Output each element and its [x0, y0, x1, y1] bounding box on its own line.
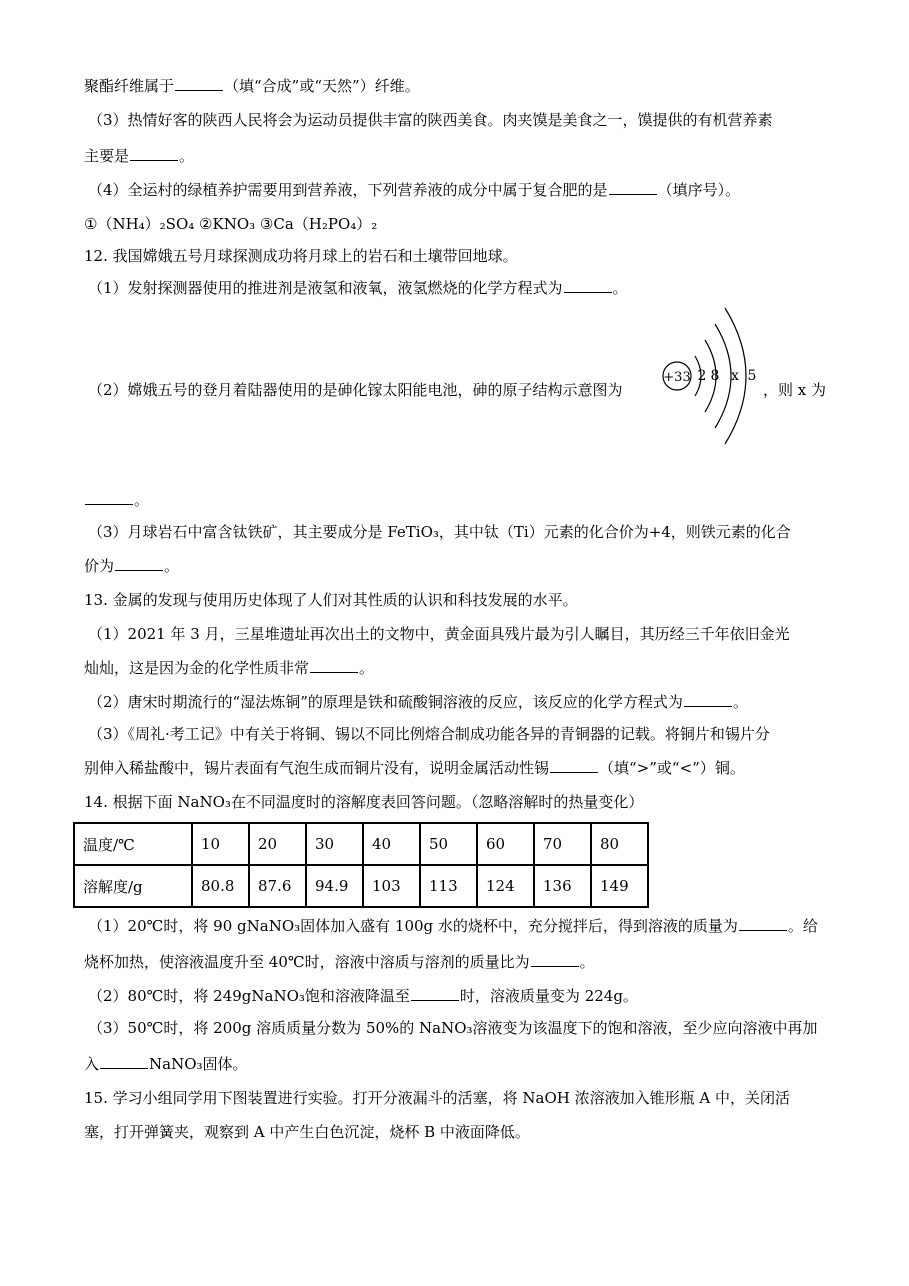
q13-1-cont: 灿灿，这是因为金的化学性质非常 。 — [84, 659, 375, 677]
answer-blank[interactable] — [564, 278, 612, 293]
q13-3-text: （3）《周礼·考工记》中有关于将铜、锡以不同比例熔合制成功能各异的青铜器的记载。将铜片和锡片分 — [88, 725, 770, 743]
answer-blank[interactable] — [115, 556, 163, 571]
answer-blank[interactable] — [130, 146, 178, 161]
q14-2-text: （2）80℃时，将 249gNaNO₃饱和溶液降温至 时，溶液质量变为 224g。 — [88, 987, 638, 1005]
table-cell: 50 — [420, 823, 477, 865]
q13-2-text: （2）唐宋时期流行的“湿法炼铜”的原理是铁和硫酸铜溶液的反应，该反应的化学方程式为 。 — [88, 693, 748, 711]
table-cell: 70 — [534, 823, 591, 865]
q13-3-cont: 别伸入稀盐酸中，锡片表面有气泡生成而铜片没有，说明金属活动性锡 （填“>”或“<”）铜。 — [84, 759, 745, 777]
q12-2-answer: 。 — [84, 490, 149, 510]
q14-1-cont: 烧杯加热，使溶液温度升至 40℃时，溶液中溶质与溶剂的质量比为 。 — [84, 953, 595, 971]
table-cell: 80 — [591, 823, 648, 865]
table-cell: 103 — [363, 865, 420, 907]
q11-4-options: ①（NH₄）₂SO₄ ②KNO₃ ③Ca（H₂PO₄）₂ — [84, 215, 378, 233]
q12-2-text: （2）嫦娥五号的登月着陆器使用的是砷化镓太阳能电池，砷的原子结构示意图为 — [88, 381, 623, 399]
answer-blank[interactable] — [531, 952, 579, 967]
shell-electrons-3: x — [731, 368, 739, 384]
answer-blank[interactable] — [550, 758, 598, 773]
row-header-temperature: 温度/℃ — [74, 823, 192, 865]
answer-blank[interactable] — [85, 490, 133, 505]
shell-electrons-2: 8 — [710, 368, 720, 384]
arsenic-atom-structure-diagram — [655, 302, 775, 450]
q14-3-text: （3）50℃时，将 200g 溶质质量分数为 50%的 NaNO₃溶液变为该温度下的饱和溶液，至少应向溶液中再加 — [88, 1019, 818, 1037]
q12-stem: 12. 我国嫦娥五号月球探测成功将月球上的岩石和土壤带回地球。 — [84, 247, 518, 265]
table-cell: 124 — [477, 865, 534, 907]
q14-3-cont: 入 NaNO₃固体。 — [84, 1055, 248, 1073]
table-cell: 94.9 — [306, 865, 363, 907]
table-cell: 149 — [591, 865, 648, 907]
nucleus-charge: +33 — [663, 370, 691, 385]
answer-blank[interactable] — [609, 180, 657, 195]
shell-electrons-1: 2 — [697, 368, 707, 384]
q11-3-cont: 主要是 。 — [84, 147, 195, 165]
table-cell: 136 — [534, 865, 591, 907]
answer-blank[interactable] — [100, 1054, 148, 1069]
table-cell: 30 — [306, 823, 363, 865]
table-cell: 10 — [192, 823, 249, 865]
q13-1-text: （1）2021 年 3 月，三星堆遗址再次出土的文物中，黄金面具残片最为引人瞩目，其历经三千年依旧金光 — [88, 625, 790, 643]
table-cell: 87.6 — [249, 865, 306, 907]
solubility-table — [73, 822, 649, 908]
answer-blank[interactable] — [739, 916, 787, 931]
table-cell: 80.8 — [192, 865, 249, 907]
q12-2-suffix: ，则 x 为 — [763, 381, 826, 399]
row-header-solubility: 溶解度/g — [74, 865, 192, 907]
shell-electrons-4: 5 — [747, 368, 757, 384]
table-cell: 60 — [477, 823, 534, 865]
table-cell: 113 — [420, 865, 477, 907]
q12-3-cont: 价为 。 — [84, 557, 180, 575]
q12-3-text: （3）月球岩石中富含钛铁矿，其主要成分是 FeTiO₃，其中钛（Ti）元素的化合价为+4，则铁元素的化合 — [88, 523, 791, 541]
line-fiber: 聚酯纤维属于 （填“合成”或“天然”）纤维。 — [84, 77, 420, 95]
q14-stem: 14. 根据下面 NaNO₃在不同温度时的溶解度表回答问题。（忽略溶解时的热量变化） — [84, 793, 644, 811]
answer-blank[interactable] — [411, 986, 459, 1001]
q12-1-text: （1）发射探测器使用的推进剂是液氢和液氧，液氢燃烧的化学方程式为 。 — [88, 279, 628, 297]
table-cell: 20 — [249, 823, 306, 865]
table-row-solubility — [74, 865, 648, 907]
q11-4-text: （4）全运村的绿植养护需要用到营养液，下列营养液的成分中属于复合肥的是 （填序号）。 — [88, 181, 741, 199]
table-cell: 40 — [363, 823, 420, 865]
table-row-temperature — [74, 823, 648, 865]
q15-stem: 15. 学习小组同学用下图装置进行实验。打开分液漏斗的活塞，将 NaOH 浓溶液加入锥形瓶 A 中，关闭活 — [84, 1089, 790, 1107]
q13-stem: 13. 金属的发现与使用历史体现了人们对其性质的认识和科技发展的水平。 — [84, 591, 578, 609]
answer-blank[interactable] — [310, 658, 358, 673]
q11-3-text: （3）热情好客的陕西人民将会为运动员提供丰富的陕西美食。肉夹馍是美食之一，馍提供的有机营养素 — [88, 111, 773, 129]
q14-1-text: （1）20℃时，将 90 gNaNO₃固体加入盛有 100g 水的烧杯中，充分搅拌后，得到溶液的质量为 。给 — [88, 917, 818, 935]
answer-blank[interactable] — [175, 76, 223, 91]
q15-stem-cont: 塞，打开弹簧夹，观察到 A 中产生白色沉淀，烧杯 B 中液面降低。 — [84, 1123, 530, 1141]
answer-blank[interactable] — [684, 692, 732, 707]
